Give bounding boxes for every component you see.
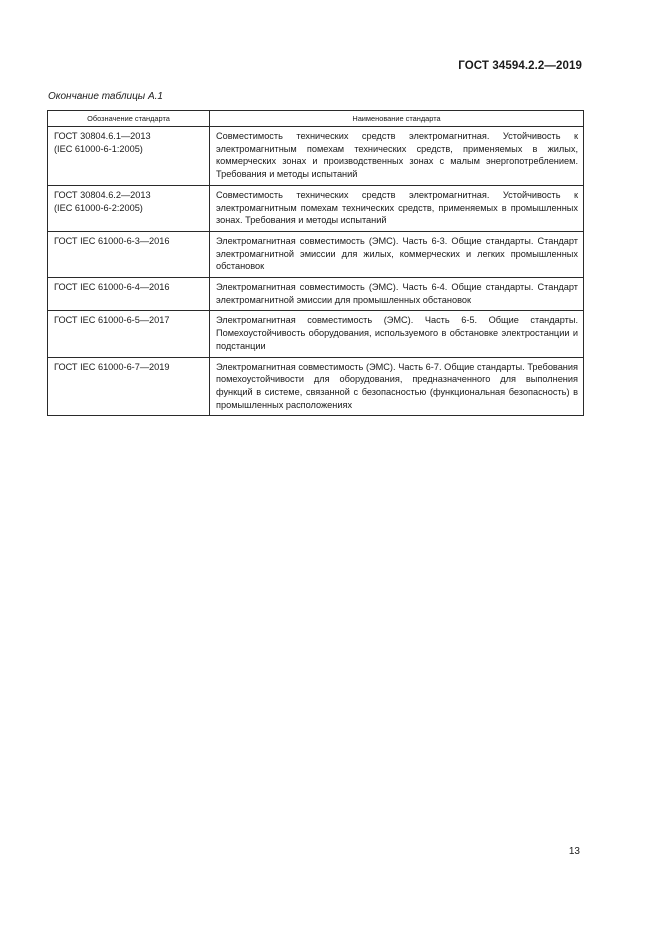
designation-cell [48,127,210,186]
table-row [48,127,584,186]
name-cell: Электромагнитная совместимость (ЭМС). Часть 6-3. Общие стандарты. Стандарт электромагнитной эмиссии для жилых, коммерческих и легких промышленных обстановок [210,231,584,277]
standards-table [47,110,584,416]
table-header-row [48,111,584,127]
table-row [48,185,584,231]
name-cell: Электромагнитная совместимость (ЭМС). Часть 6-4. Общие стандарты. Стандарт электромагнитной эмиссии для промышленных обстановок [210,278,584,311]
designation-line: (IEC 61000-6-2:2005) [54,202,143,213]
name-cell: Электромагнитная совместимость (ЭМС). Часть 6-7. Общие стандарты. Требования помехоустойчивости для оборудования, предназначенного для выполнения функций в системе, связанной с безопасностью (функциональная безопасность) в промышленных расположениях [210,357,584,416]
designation-cell [48,185,210,231]
column-header-designation: Обозначение стандарта [48,111,210,127]
name-cell: Совместимость технических средств электромагнитная. Устойчивость к электромагнитным помехам технических средств, применяемых в жилых, коммерческих зонах и производственных зонах с малым энергопотреблением. Требования и методы испытаний [210,127,584,186]
designation-line: ГОСТ 30804.6.2—2013 [54,189,151,200]
page-number: 13 [568,846,580,857]
document-header-standard-code: ГОСТ 34594.2.2—2019 [458,60,582,72]
designation-cell [48,278,210,311]
table-caption: Окончание таблицы А.1 [48,91,163,102]
designation-line: ГОСТ IEC 61000-6-5—2017 [54,315,170,326]
designation-line: ГОСТ IEC 61000-6-4—2016 [54,282,170,293]
table-row [48,231,584,277]
designation-cell [48,231,210,277]
name-cell: Совместимость технических средств электромагнитная. Устойчивость к электромагнитным помехам технических средств, применяемых в промышленных зонах. Требования и методы испытаний [210,185,584,231]
designation-cell [48,357,210,416]
name-cell: Электромагнитная совместимость (ЭМС). Часть 6-5. Общие стандарты. Помехоустойчивость оборудования, используемого в обстановке электростанции и подстанции [210,311,584,357]
table-row [48,278,584,311]
table-row [48,311,584,357]
column-header-name: Наименование стандарта [210,111,584,127]
designation-line: ГОСТ 30804.6.1—2013 [54,131,151,141]
designation-cell [48,311,210,357]
designation-line: (IEC 61000-6-1:2005) [54,143,143,154]
designation-line: ГОСТ IEC 61000-6-3—2016 [54,235,170,246]
designation-line: ГОСТ IEC 61000-6-7—2019 [54,361,170,372]
table-row [48,357,584,416]
